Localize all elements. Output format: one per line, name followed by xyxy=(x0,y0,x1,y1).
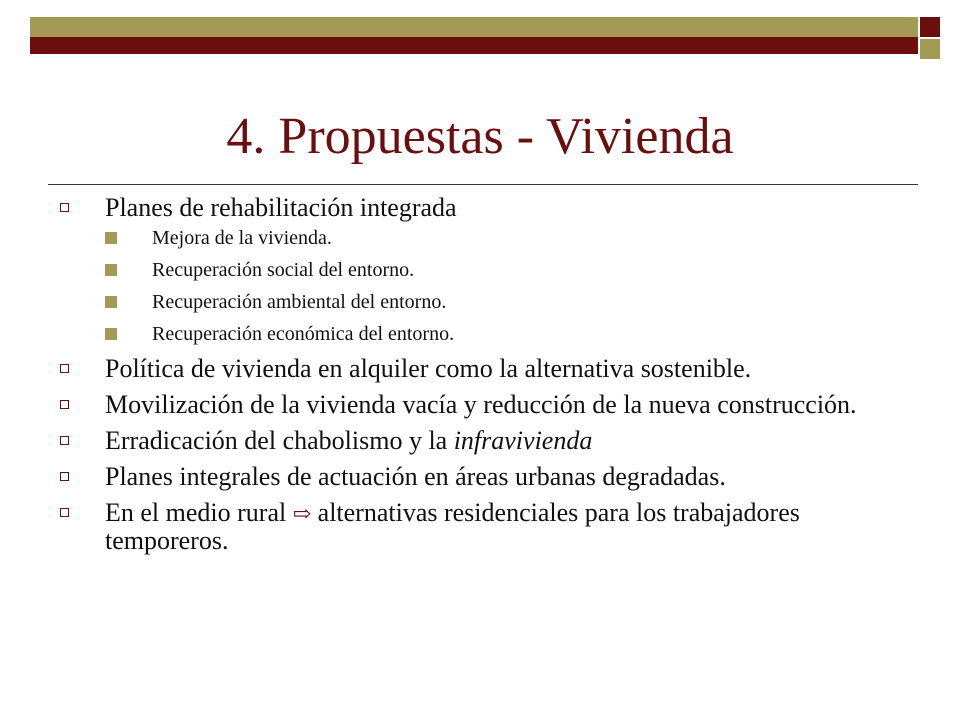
hollow-square-bullet-icon xyxy=(60,436,69,445)
bullet-item xyxy=(60,463,920,490)
right-arrow-icon: ⇨ xyxy=(292,501,312,526)
bullet-italic-text: infravivienda xyxy=(453,426,593,455)
bullet-text: Planes integrales de actuación en áreas urbanas degradadas. xyxy=(105,462,726,491)
header-band-olive xyxy=(30,17,918,37)
bullet-text: Planes de rehabilitación integrada xyxy=(105,193,457,222)
bullet-item xyxy=(60,427,920,454)
sub-bullet-item: Recuperación ambiental del entorno. xyxy=(105,291,920,313)
filled-square-bullet-icon xyxy=(105,264,117,276)
bullet-text: En el medio rural xyxy=(105,498,287,527)
header-band-maroon xyxy=(30,37,918,54)
hollow-square-bullet-icon xyxy=(60,472,69,481)
sub-bullet-list xyxy=(105,227,920,345)
corner-square-olive xyxy=(920,39,940,59)
hollow-square-bullet-icon xyxy=(60,203,69,212)
slide-title: 4. Propuestas - Vivienda xyxy=(226,108,734,165)
filled-square-bullet-icon xyxy=(105,232,117,244)
bullet-item xyxy=(60,194,920,345)
hollow-square-bullet-icon xyxy=(60,364,69,373)
filled-square-bullet-icon xyxy=(105,296,117,308)
hollow-square-bullet-icon xyxy=(60,400,69,409)
title-divider xyxy=(48,184,918,185)
slide-content xyxy=(60,194,920,563)
hollow-square-bullet-icon xyxy=(60,508,69,517)
sub-bullet-item: Mejora de la vivienda. xyxy=(105,227,920,249)
sub-bullet-item: Recuperación social del entorno. xyxy=(105,259,920,281)
bullet-text: Política de vivienda en alquiler como la alternativa sostenible. xyxy=(105,354,752,383)
filled-square-bullet-icon xyxy=(105,328,117,340)
bullet-item xyxy=(60,391,920,418)
corner-square-maroon xyxy=(920,17,940,37)
bullet-item xyxy=(60,499,920,554)
bullet-item xyxy=(60,355,920,382)
bullet-text: Movilización de la vivienda vacía y reducción de la nueva construcción. xyxy=(105,390,857,419)
sub-bullet-item: Recuperación económica del entorno. xyxy=(105,323,920,345)
bullet-text: alternativas residenciales para los trabajadores temporeros. xyxy=(105,498,800,555)
bullet-text: Erradicación del chabolismo y la xyxy=(105,426,454,455)
